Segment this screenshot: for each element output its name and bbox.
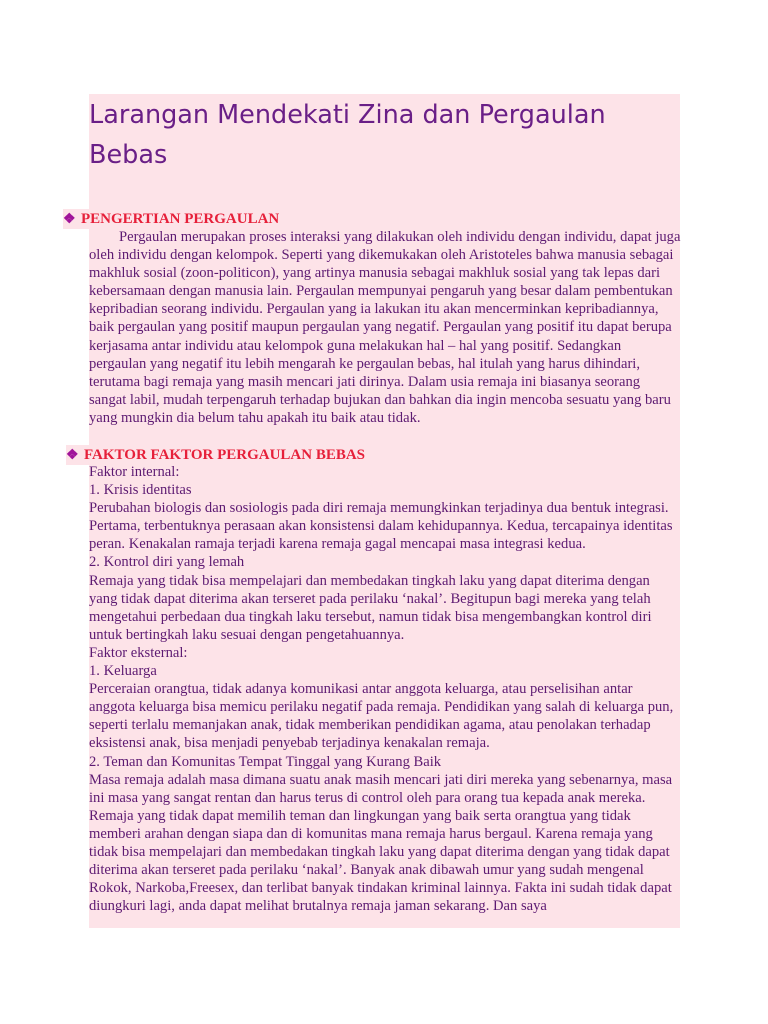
section-body-pengertian bbox=[89, 228, 681, 427]
section-heading-label: FAKTOR FAKTOR PERGAULAN BEBAS bbox=[84, 447, 366, 463]
document-title: Larangan Mendekati Zina dan Pergaulan Bebas bbox=[89, 100, 606, 170]
section-heading-label: PENGERTIAN PERGAULAN bbox=[81, 211, 280, 227]
diamond-bullet-icon: ❖ bbox=[66, 448, 79, 463]
paragraph: Perubahan biologis dan sosiologis pada diri remaja memungkinkan terjadinya dua bentuk integrasi. Pertama, terbentuknya perasaan akan konsistensi dalam kehidupannya. Kedua, tercapainya identitas peran. Kenakalan ramaja terjadi karena remaja gagal mencapai masa integrasi kedua. bbox=[89, 500, 673, 553]
paragraph: Remaja yang tidak bisa mempelajari dan membedakan tingkah laku yang dapat diterima dengan yang tidak dapat diterima akan terseret pada perilaku ‘nakal’. Begitupun bagi mereka yang telah mengetahui perbedaan dua tingkah laku tersebut, namun tidak bisa mengembangkan kontrol diri untuk bertingkah laku sesuai dengan pengetahuannya. bbox=[89, 572, 652, 643]
section-body-faktor bbox=[89, 463, 681, 915]
paragraph: Perceraian orangtua, tidak adanya komunikasi antar anggota keluarga, atau perselisihan antar anggota keluarga bisa memicu perilaku negatif pada remaja. Pendidikan yang salah di keluarga pun, seperti terlalu memanjakan anak, tidak memberikan pendidikan agama, atau penolakan terhadap eksistensi anak, bisa menjadi penyebab terjadinya kenakalan remaja. bbox=[89, 681, 674, 752]
section-heading-faktor bbox=[66, 445, 369, 465]
paragraph: Masa remaja adalah masa dimana suatu anak masih mencari jati diri mereka yang sebenarnya, masa ini masa yang sangat rentan dan harus terus di control oleh para orang tua kepada anak mereka. Remaja yang tidak dapat memilih teman dan lingkungan yang baik serta orangtua yang tidak memberi arahan dengan siapa dan di komunitas mana remaja harus bergaul. Karena remaja yang tidak bisa mempelajari dan membedakan tingkah laku yang dapat diterima dengan yang tidak dapat diterima akan terseret pada perilaku ‘nakal’. Banyak anak dibawah umur yang sudah mengenal Rokok, Narkoba,Freesex, dan terlibat banyak tindakan kriminal lainnya. Fakta ini sudah tidak dapat diungkuri lagi, anda dapat melihat brutalnya remaja jaman sekarang. Dan saya bbox=[89, 771, 673, 915]
paragraph: 1. Keluarga bbox=[89, 663, 157, 680]
paragraph: 1. Krisis identitas bbox=[89, 482, 192, 499]
paragraph: Pergaulan merupakan proses interaksi yang dilakukan oleh individu dengan individu, dapat juga oleh individu dengan kelompok. Seperti yang dikemukakan oleh Aristoteles bahwa manusia sebagai makhluk sosial (zoon-politicon), yang artinya manusia sebagai makhluk sosial yang tak lepas dari kebersamaan dengan manusia lain. Pergaulan mempunyai pengaruh yang besar dalam pembentukan kepribadian seorang individu. Pergaulan yang ia lakukan itu akan mencerminkan kepribadiannya, baik pergaulan yang positif maupun pergaulan yang negatif. Pergaulan yang positif itu dapat berupa kerjasama antar individu atau kelompok guna melakukan hal – hal yang positif. Sedangkan pergaulan yang negatif itu lebih mengarah ke pergaulan bebas, hal itulah yang harus dihindari, terutama bagi remaja yang masih mencari jati dirinya. Dalam usia remaja ini biasanya seorang sangat labil, mudah terpengaruh terhadap bujukan dan bahkan dia ingin mencoba sesuatu yang baru yang mungkin dia belum tahu apakah itu baik atau tidak. bbox=[89, 229, 681, 426]
section-heading-pengertian bbox=[63, 209, 283, 229]
paragraph: 2. Teman dan Komunitas Tempat Tinggal yang Kurang Baik bbox=[89, 753, 442, 770]
paragraph: Faktor eksternal: bbox=[89, 644, 188, 661]
diamond-bullet-icon: ❖ bbox=[63, 212, 76, 227]
paragraph: Faktor internal: bbox=[89, 464, 180, 480]
paragraph: 2. Kontrol diri yang lemah bbox=[89, 554, 245, 571]
